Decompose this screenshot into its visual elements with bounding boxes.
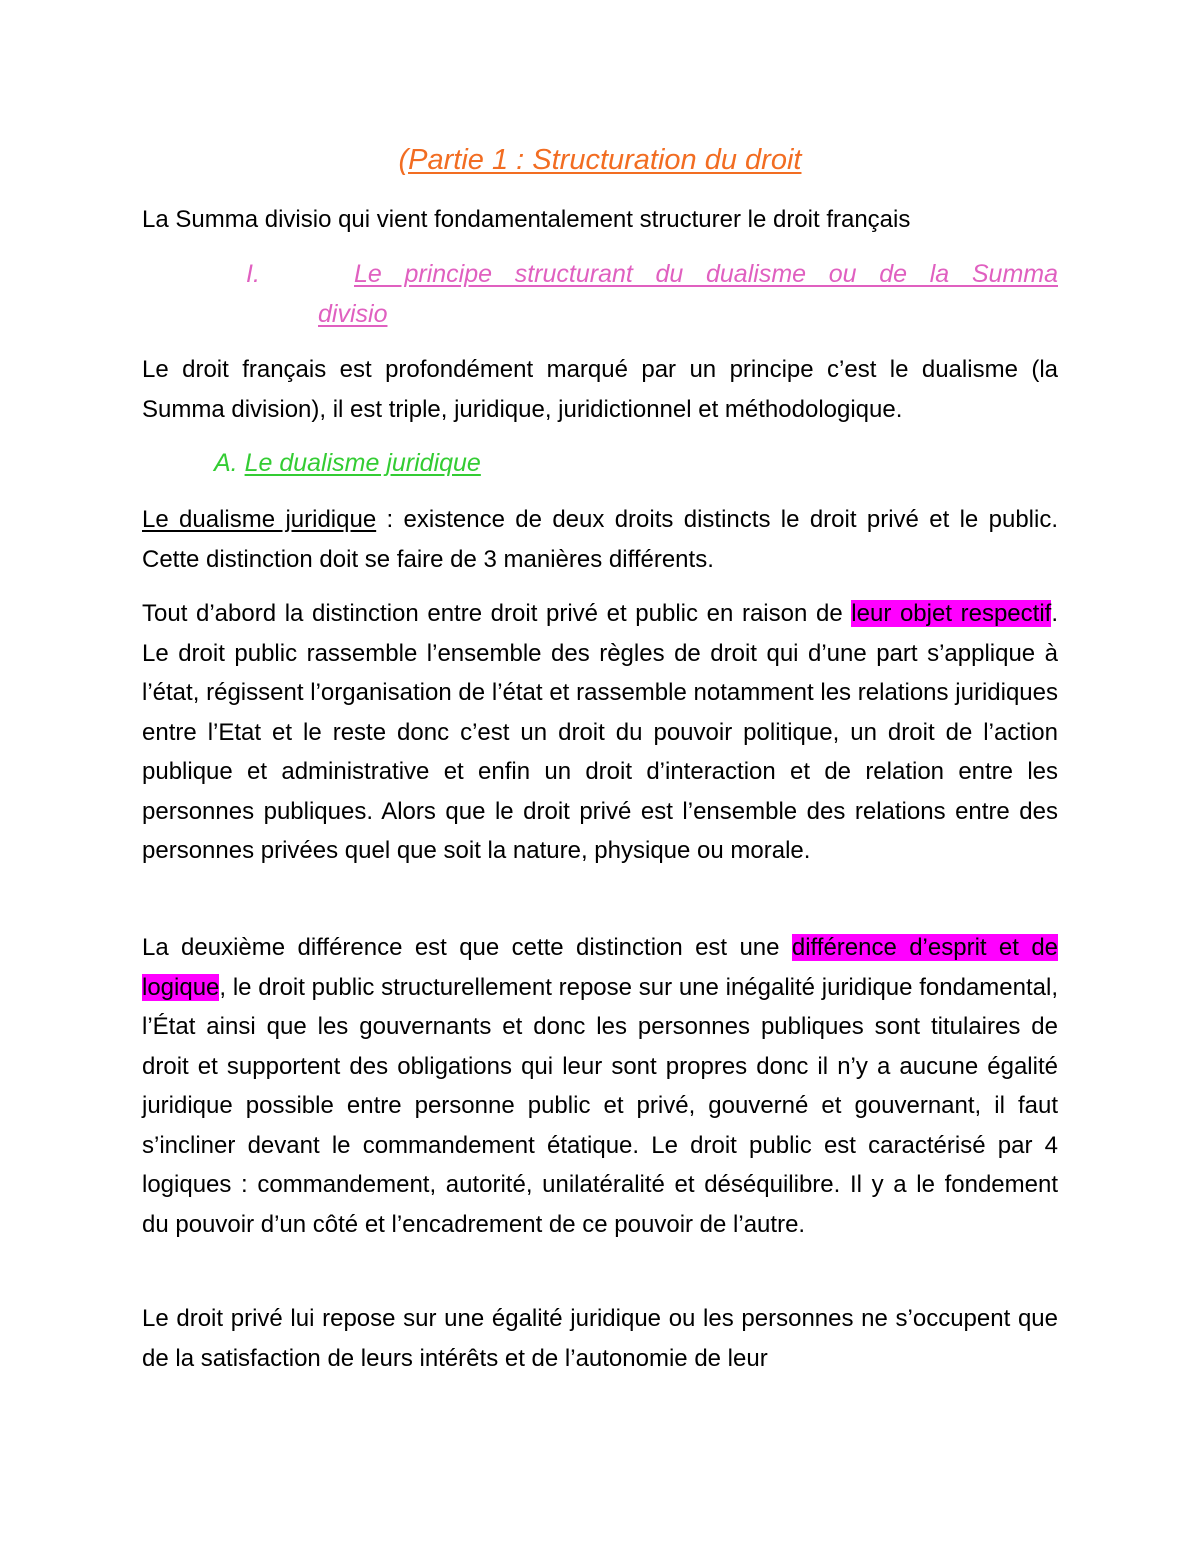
section-I-title-line1: Le principe structurant du dualisme ou de la Summa xyxy=(354,260,1058,288)
section-I-number: I. xyxy=(246,260,260,288)
paragraph-second-difference: La deuxième différence est que cette distinction est une différence d’esprit et de logique, le droit public structurellement repose sur une inégalité juridique fondamental, l’État ainsi que les gouvernants et donc les personnes publiques sont titulaires de droit et supportent des obligations qui leur sont propres donc il n’y a aucune égalité juridique possible entre personne public et privé, gouverné et gouvernant, il faut s’incliner devant le commandement étatique. Le droit public est caractérisé par 4 logiques : commandement, autorité, unilatéralité et déséquilibre. Il y a le fondement du pouvoir d’un côté et l’encadrement de ce pouvoir de l’autre. xyxy=(142,934,1059,1238)
paragraph-first-difference: Tout d’abord la distinction entre droit privé et public en raison de leur objet respectif. Le droit public rassemble l’ensemble des règles de droit qui d’une part s’applique à l’état, régissent l’organisation de l’état et rassemble notamment les relations juridiques entre l’Etat et le reste donc c’est un droit du pouvoir politique, un droit de l’action publique et administrative et enfin un droit d’interaction et de relation entre les personnes publiques. Alors que le droit privé est l’ensemble des relations entre des personnes privées quel que soit la nature, physique ou morale. xyxy=(142,600,1058,864)
intro-line: La Summa divisio qui vient fondamentalement structurer le droit français xyxy=(142,206,911,233)
section-heading-A xyxy=(214,444,481,484)
section-heading-I xyxy=(246,255,1058,334)
paragraph-private-law: Le droit privé lui repose sur une égalité juridique ou les personnes ne s’occupent que de la satisfaction de leurs intérêts et de l’autonomie de leur xyxy=(142,1305,1058,1372)
paragraph-definition xyxy=(142,500,1058,579)
paragraph-dualism-intro: Le droit français est profondément marqué par un principe c’est le dualisme (la Summa division), il est triple, juridique, juridictionnel et méthodologique. xyxy=(142,356,1058,423)
title-text: (Partie 1 : Structuration du droit xyxy=(398,144,802,176)
highlight-difference-esprit: différence d’esprit et de logique xyxy=(142,934,1059,1001)
definition-text: : existence de deux droits distincts le droit privé et le public. Cette distinction doit se faire de 3 manières différents. xyxy=(142,506,1058,573)
highlight-objet-respectif: leur objet respectif xyxy=(851,600,1052,627)
defined-term: Le dualisme juridique xyxy=(142,506,377,533)
section-A-letter: A. xyxy=(214,449,238,477)
section-A-title: Le dualisme juridique xyxy=(244,449,481,477)
section-I-title-line2: divisio xyxy=(318,299,388,328)
document-title xyxy=(0,140,1200,180)
